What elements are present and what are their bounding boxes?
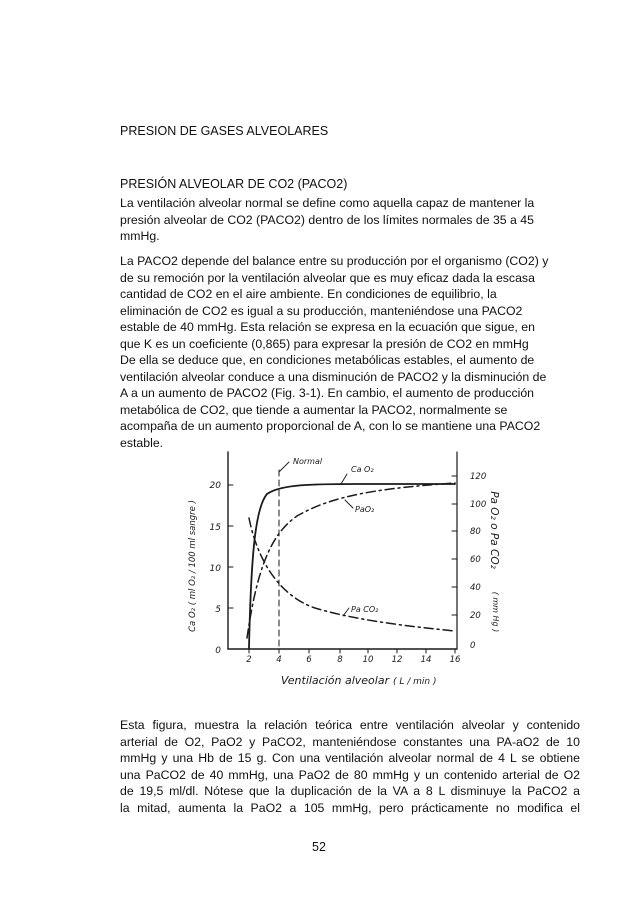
paragraph-line: La ventilación alveolar normal se define como aquella capaz de mantener la (120, 196, 535, 210)
paragraph-line: acompaña de un aumento proporcional de A, con lo se mantiene una PACO2 (120, 419, 541, 433)
x-tick: 10 (362, 655, 374, 665)
paragraph-line: metabólica de CO2, que tiende a aumentar la PACO2, normalmente se (120, 402, 508, 417)
paco2-label: Pa CO₂ (351, 605, 379, 614)
x-axis-label: Ventilación alveolar (280, 674, 390, 687)
x-tick: 12 (391, 655, 403, 665)
y-right-tick: 80 (470, 527, 481, 537)
normal-pointer (279, 462, 289, 472)
y-right-tick: 120 (470, 472, 487, 482)
paragraph-line: cantidad de CO2 en el aire ambiente. En condiciones de equilibrio, la (120, 287, 497, 301)
caption-line: una PaCO2 de 40 mmHg, una PaO2 de 80 mmHg y un contenido arterial de O2 (120, 767, 580, 782)
pao2-pointer (345, 500, 353, 508)
x-tick: 8 (337, 655, 343, 665)
paco2-curve (249, 518, 455, 631)
paragraph-line: A a un aumento de PACO2 (Fig. 3-1). En cambio, el aumento de producción (120, 386, 534, 400)
paragraph-line: estable de 40 mmHg. Esta relación se expresa en la ecuación que sigue, en (120, 320, 535, 334)
y-left-tick: 5 (215, 605, 221, 615)
paragraph-line: eliminación de CO2 es igual a su producción, manteniéndose una PACO2 (120, 303, 523, 318)
paragraph-line: estable. (120, 435, 164, 450)
page-number: 52 (312, 840, 326, 854)
section-title: PRESION DE GASES ALVEOLARES (120, 124, 329, 138)
paragraph-line: De ella se deduce que, en condiciones metabólicas estables, el aumento de (120, 353, 535, 367)
x-tick: 2 (246, 655, 252, 665)
caption-line: de 19,5 ml/dl. Nótese que la duplicación de la VA a 8 L disminuye la PaCO2 a (120, 784, 580, 798)
y-right-tick: 40 (470, 583, 481, 593)
x-tick: 14 (420, 655, 432, 665)
x-axis-unit: ( L / min ) (393, 677, 437, 687)
y-right-tick: 0 (470, 641, 476, 651)
paragraph-2 (120, 253, 580, 352)
cao2-curve (249, 484, 455, 648)
x-tick: 16 (449, 655, 461, 665)
y-left-axis-label: Ca O₂ ( ml O₂ / 100 ml sangre ) (188, 500, 198, 632)
x-tick: 4 (276, 655, 282, 665)
paco2-pointer (343, 608, 349, 616)
y-left-tick: 15 (209, 523, 221, 533)
y-left-tick: 20 (209, 481, 221, 491)
paragraph-line: que K es un coeficiente (0,865) para expresar la presión de CO2 en mmHg (120, 336, 529, 351)
y-right-tick: 60 (470, 555, 481, 565)
paragraph-line: La PACO2 depende del balance entre su producción por el organismo (CO2) y (120, 254, 549, 268)
x-tick: 6 (306, 655, 312, 665)
figure-ventilation-curves (185, 448, 505, 698)
paragraph-line: ventilación alveolar conduce a una disminución de PACO2 y la disminución de (120, 369, 547, 384)
figure-svg (185, 448, 505, 698)
y-right-tick: 20 (470, 611, 481, 621)
caption-line: la mitad, aumenta la PaO2 a 105 mmHg, pero prácticamente no modifica el (120, 800, 580, 815)
figure-caption (120, 717, 580, 816)
paragraph-line: de su remoción por la ventilación alveolar que es muy eficaz dada la escasa (120, 270, 535, 285)
caption-line: arterial de O2, PaO2 y PaCO2, manteniéndose constantes una PA-aO2 de 10 (120, 734, 580, 749)
y-left-tick: 0 (215, 646, 221, 656)
paragraph-line: presión alveolar de CO2 (PACO2) dentro de los límites normales de 35 a 45 (120, 212, 534, 227)
y-right-axis-label: Pa O₂ o Pa CO₂ (488, 491, 500, 569)
normal-label: Normal (293, 457, 323, 466)
cao2-label: Ca O₂ (351, 465, 374, 474)
cao2-pointer (341, 474, 347, 484)
paragraph-line: mmHg. (120, 229, 160, 243)
paragraph-1 (120, 195, 580, 245)
pao2-label: PaO₂ (355, 505, 375, 514)
caption-line: mmHg y una Hb de 15 g. Con una ventilación alveolar normal de 4 L se obtiene (120, 751, 580, 765)
paragraph-3 (120, 352, 580, 451)
caption-line: Esta figura, muestra la relación teórica entre ventilación alveolar y contenido (120, 718, 580, 732)
subsection-title: PRESIÓN ALVEOLAR DE CO2 (PACO2) (120, 177, 348, 191)
y-right-axis-unit: ( mm Hg ) (491, 591, 500, 633)
y-left-tick: 10 (209, 564, 221, 574)
y-right-tick: 100 (470, 500, 487, 510)
